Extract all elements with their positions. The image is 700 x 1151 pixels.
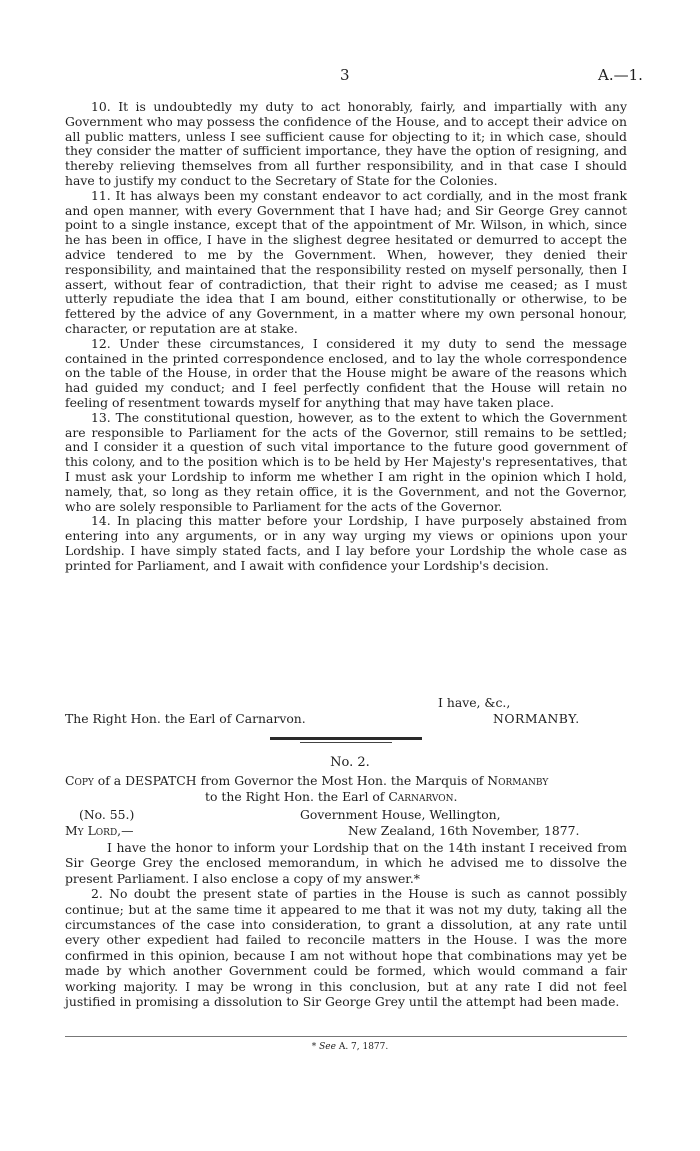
addressee: The Right Hon. the Earl of Carnarvon. <box>65 711 306 726</box>
footnote-see: See <box>319 1042 336 1052</box>
caption-carnarvon: Carnarvon. <box>388 789 458 804</box>
caption-line-2 <box>65 789 627 805</box>
despatch-caption <box>65 773 627 805</box>
footnote-rule <box>65 1036 627 1037</box>
despatch-number: (No. 55.) <box>79 807 135 822</box>
despatch-meta <box>65 807 627 841</box>
paragraph-12: 12. Under these circumstances, I considered it my duty to send the message contained in the printed correspondence enclosed, and to lay the whole correspondence on the table of the House, in order that the House might be aware of the reasons which had guided my conduct; and I feel perfectly confident that the House will retain no feeling of resentment towards myself for anything that may have taken place. <box>65 335 627 410</box>
footnote <box>0 1042 700 1052</box>
despatch-salutation: My Lord,— <box>65 823 134 838</box>
despatch-1-body <box>65 100 627 574</box>
despatch-2-body <box>65 840 627 1009</box>
footnote-mark: * <box>311 1042 320 1052</box>
paragraph-14: 14. In placing this matter before your Lordship, I have purposely abstained from entering into any arguments, or in any way urging my views or opinions upon your Lordship. I have simply stated facts, and I lay before your Lordship the whole case as printed for Parliament, and I await with confidence your Lordship's decision. <box>65 513 627 573</box>
footnote-ref: A. 7, 1877. <box>335 1042 389 1052</box>
despatch-2-paragraph-1: I have the honor to inform your Lordship that on the 14th instant I received from Sir George Grey the enclosed memorandum, in which he advised me to dissolve the present Parliament. I also enclose a copy of my answer.* <box>65 840 627 886</box>
section-divider-thin <box>300 742 392 743</box>
despatch-number-title: No. 2. <box>330 755 370 770</box>
paragraph-11: 11. It has always been my constant endeavor to act cordially, and in the most frank and open manner, with every Government that I have had; and Sir George Grey cannot point to a single instance, except that of the appointment of Mr. Wilson, in which, since he has been in office, I have in the slighest degree hesitated or demurred to accept the advice tendered to me by the Government. When, however, they denied their responsibility, and maintained that the responsibility rested on myself personally, then I assert, without fear of contradiction, that their right to advise me ceased; as I must utterly repudiate the idea that I am bound, either constitutionally or otherwise, to be fettered by the advice of any Government, in a matter where my own personal honour, character, or reputation are at stake. <box>65 187 627 336</box>
caption-line-2-text: to the Right Hon. the Earl of <box>205 789 389 804</box>
section-divider <box>270 737 422 740</box>
paragraph-10: 10. It is undoubtedly my duty to act honorably, fairly, and impartially with any Government who may possess the confidence of the House, and to accept their advice on all public matters, unless I see sufficient cause for objecting to it; in which case, should they consider the matter of sufficient importance, they have the option of resigning, and thereby relieving themselves from all further responsibility, and in that case I should have to justify my conduct to the Secretary of State for the Colonies. <box>65 99 627 188</box>
signature: NORMANBY. <box>493 711 580 726</box>
despatch-location: Government House, Wellington, <box>300 807 501 822</box>
caption-copy: Copy <box>65 773 94 788</box>
caption-text: of a DESPATCH from Governor the Most Hon. the Marquis of <box>93 773 488 788</box>
page-number: 3 <box>340 66 350 84</box>
paper-reference: A.—1. <box>598 66 643 84</box>
paragraph-13: 13. The constitutional question, however, as to the extent to which the Government are responsible to Parliament for the acts of the Governor, still remains to be settled; and I consider it a question of such vital importance to the future good government of this colony, and to the position which is to be held by Her Majesty's representatives, that I must ask your Lordship to inform me whether I am right in the opinion which I hold, namely, that, so long as they retain office, it is the Government, and not the Governor, who are solely responsible to Parliament for the acts of the Governor. <box>65 409 627 514</box>
despatch-2-paragraph-2: 2. No doubt the present state of parties in the House is such as cannot possibly continue; but at the same time it appeared to me that it was not my duty, taking all the circumstances of the case into consideration, to grant a dissolution, at any rate until every other expedient had failed to reconcile matters in the House. I was the more confirmed in this opinion, because I am not without hope that combinations may yet be made by which another Government could be formed, which would command a fair working majority. I may be wrong in this conclusion, but at any rate I did not feel justified in promising a dissolution to Sir George Grey until the attempt had been made. <box>65 886 627 1010</box>
closing-salutation: I have, &c., <box>438 695 511 710</box>
despatch-date: New Zealand, 16th November, 1877. <box>348 823 580 838</box>
caption-normanby: Normanby <box>487 773 549 788</box>
